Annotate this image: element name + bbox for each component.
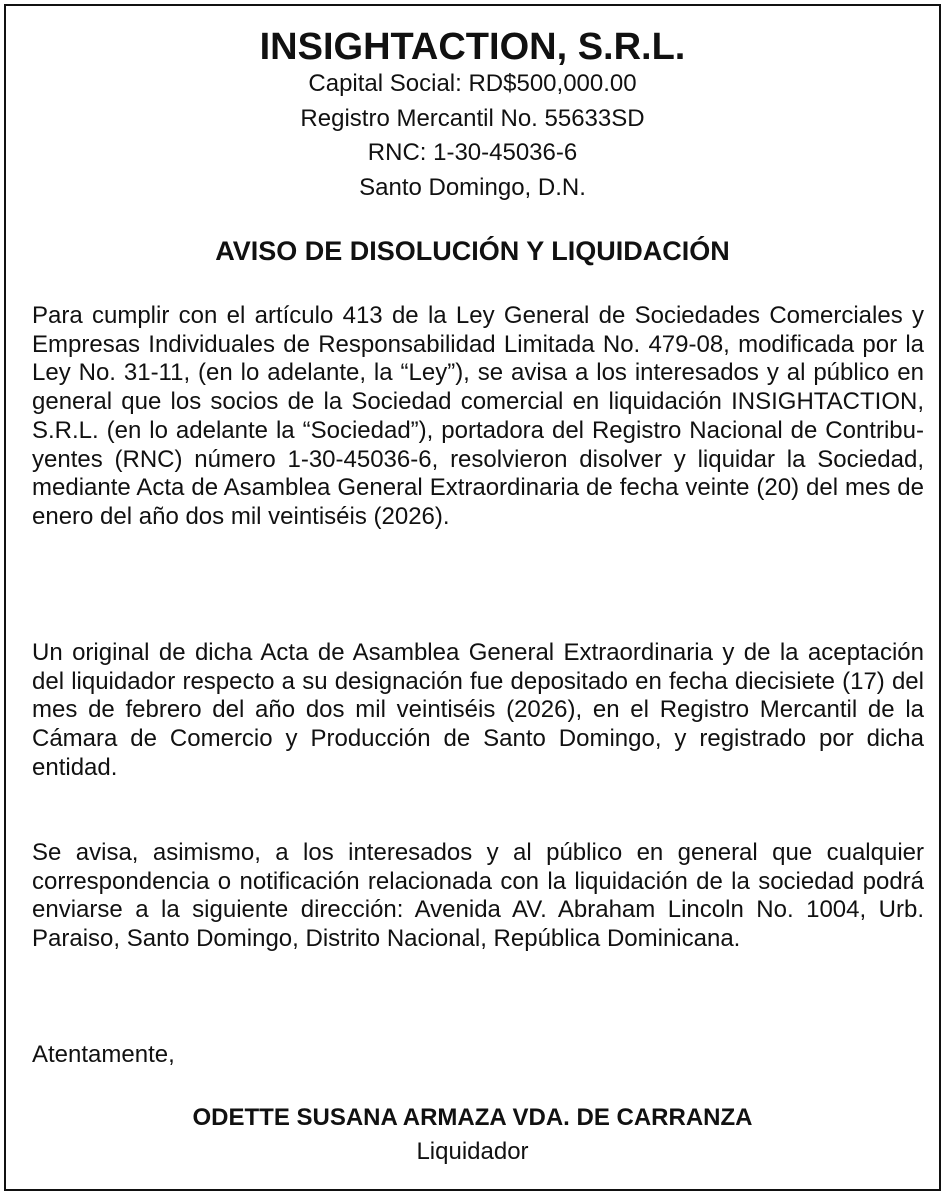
notice-title: AVISO DE DISOLUCIÓN Y LIQUIDACIÓN bbox=[215, 236, 730, 266]
notice-frame bbox=[4, 4, 941, 1191]
signer-name: ODETTE SUSANA ARMAZA VDA. DE CARRANZA bbox=[192, 1104, 753, 1131]
registro-mercantil: Registro Mercantil No. 55633SD bbox=[300, 105, 645, 132]
notice-paragraph-1: Para cumplir con el artículo 413 de la Ley General de Sociedades Comerciales y Empresas Individuales de Responsabilidad Limitada No. 479-08, modificada por la Ley No. 31-11, (en lo adelante, la “Ley”), se avisa a los interesados y al público en general que los socios de la Sociedad comercial en liquidación INSIGHTACTION, S.R.L. (en lo adelante la “Sociedad”), portadora del Registro Nacional de Contribuyentes (RNC) número 1-30-45036-6, resolvieron disolver y liquidar la Sociedad, mediante Acta de Asamblea General Extraordinaria de fecha veinte (20) del mes de enero del año dos mil veintiséis (2026). bbox=[32, 302, 924, 530]
notice-paragraph-2: Un original de dicha Acta de Asamblea General Extraordinaria y de la aceptación del liquidador respecto a su designación fue depositado en fecha diecisiete (17) del mes de febrero del año dos mil veintiséis (2026), en el Registro Mercantil de la Cámara de Comercio y Producción de Santo Domingo, y registrado por dicha entidad. bbox=[32, 639, 924, 781]
company-name: INSIGHTACTION, S.R.L. bbox=[259, 26, 686, 68]
signer-role: Liquidador bbox=[416, 1138, 529, 1165]
capital-social: Capital Social: RD$500,000.00 bbox=[308, 70, 637, 97]
closing-salutation: Atentamente, bbox=[32, 1041, 175, 1068]
rnc-number: RNC: 1-30-45036-6 bbox=[367, 139, 578, 166]
notice-paragraph-3: Se avisa, asimismo, a los interesados y al público en general que cualquier correspondencia o notificación relacionada con la liquidación de la sociedad podrá enviarse a la siguiente dirección: Avenida AV. Abraham Lincoln No. 1004, Urb. Paraiso, Santo Domingo, Distrito Nacional, República Dominicana. bbox=[32, 839, 924, 953]
company-location: Santo Domingo, D.N. bbox=[359, 174, 586, 201]
